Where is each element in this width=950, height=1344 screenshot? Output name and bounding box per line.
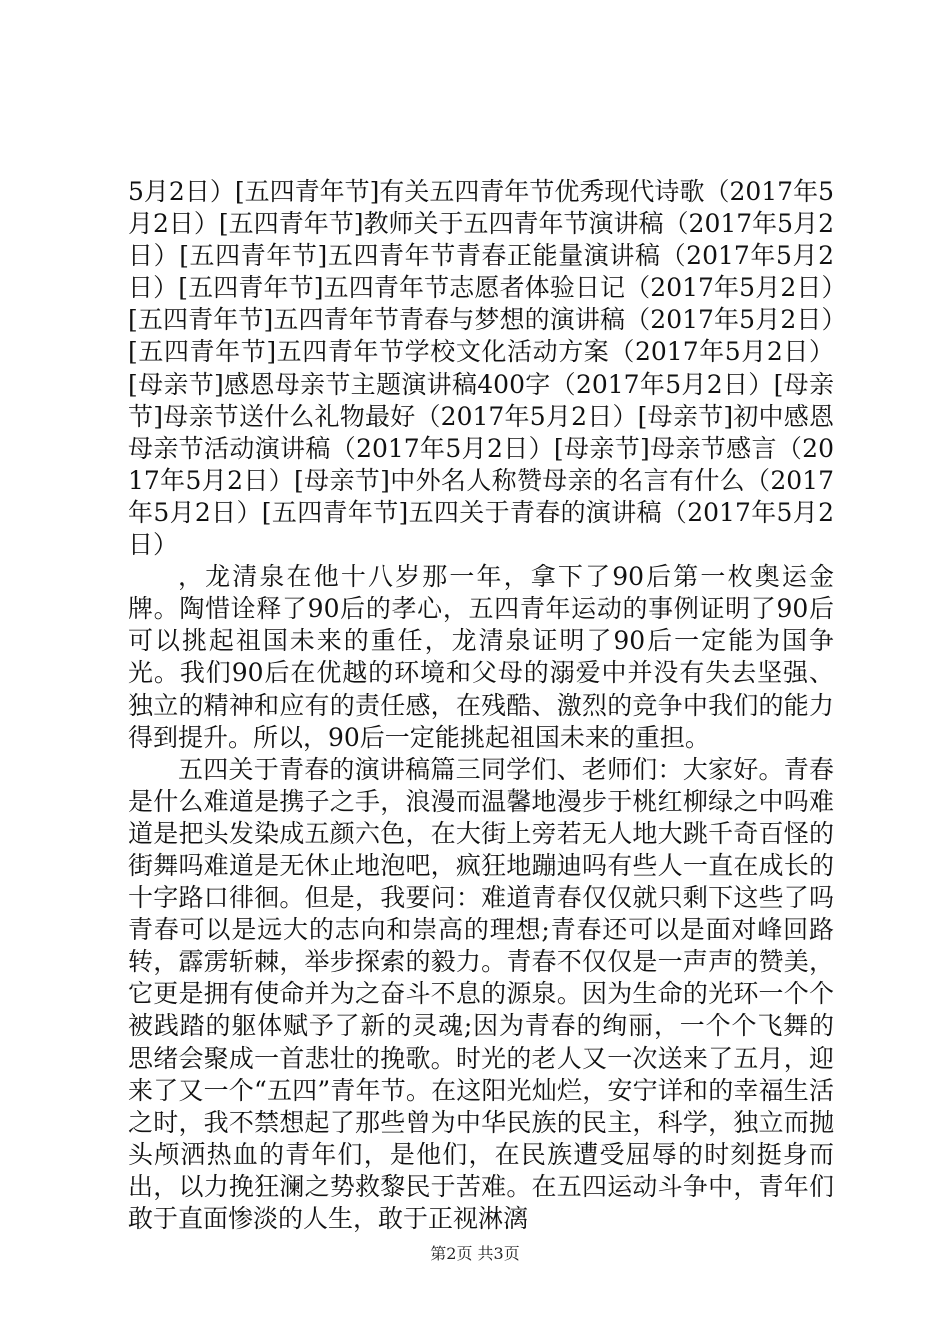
page-number-footer: 第2页 共3页 [430,1244,520,1263]
paragraph-youth-speech: 五四关于青春的演讲稿篇三同学们、老师们：大家好。青春是什么难道是携子之手，浪漫而温馨地漫步于桃红柳绿之中吗难道是把头发染成五颜六色，在大街上旁若无人地大跳千奇百怪的街舞吗难道是无休止地泡吧，疯狂地蹦迪吗有些人一直在成长的十字路口徘徊。但是，我要问：难道青春仅仅就只剩下这些了吗青春可以是远大的志向和崇高的理想;青春还可以是面对峰回路转，霹雳斩棘，举步探索的毅力。青春不仅仅是一声声的赞美，它更是拥有使命并为之奋斗不息的源泉。因为生命的光环一个个被践踏的躯体赋予了新的灵魂;因为青春的绚丽，一个个飞舞的思绪会聚成一首悲壮的挽歌。时光的老人又一次送来了五月，迎来了又一个“五四”青年节。在这阳光灿烂，安宁详和的幸福生活之时，我不禁想起了那些曾为中华民族的民主，科学，独立而抛头颅洒热血的青年们，是他们，在民族遭受屈辱的时刻挺身而出，以力挽狂澜之势救黎民于苦难。在五四运动斗争中，青年们敢于直面惨淡的人生，敢于正视淋漓 [128,754,834,1233]
paragraph-article-list: 5月2日）[五四青年节]有关五四青年节优秀现代诗歌（2017年5月2日）[五四青年节]教师关于五四青年节演讲稿（2017年5月2日）[五四青年节]五四青年节青春正能量演讲稿（2017年5月2日）[五四青年节]五四青年节志愿者体验日记（2017年5月2日）[五四青年节]五四青年节青春与梦想的演讲稿（2017年5月2日）[五四青年节]五四青年节学校文化活动方案（2017年5月2日）[母亲节]感恩母亲节主题演讲稿400字（2017年5月2日）[母亲节]母亲节送什么礼物最好（2017年5月2日）[母亲节]初中感恩母亲节活动演讲稿（2017年5月2日）[母亲节]母亲节感言（2017年5月2日）[母亲节]中外名人称赞母亲的名言有什么（2017年5月2日）[五四青年节]五四关于青春的演讲稿（2017年5月2日） [128,177,834,560]
paragraph-long-qingquan: ，龙清泉在他十八岁那一年，拿下了90后第一枚奥运金牌。陶惜诠释了90后的孝心，五四青年运动的事例证明了90后可以挑起祖国未来的重任，龙清泉证明了90后一定能为国争光。我们90后在优越的环境和父母的溺爱中并没有失去坚强、独立的精神和应有的责任感，在残酷、激烈的竞争中我们的能力得到提升。所以，90后一定能挑起祖国未来的重担。 [128,562,834,752]
document-body [128,176,834,1235]
